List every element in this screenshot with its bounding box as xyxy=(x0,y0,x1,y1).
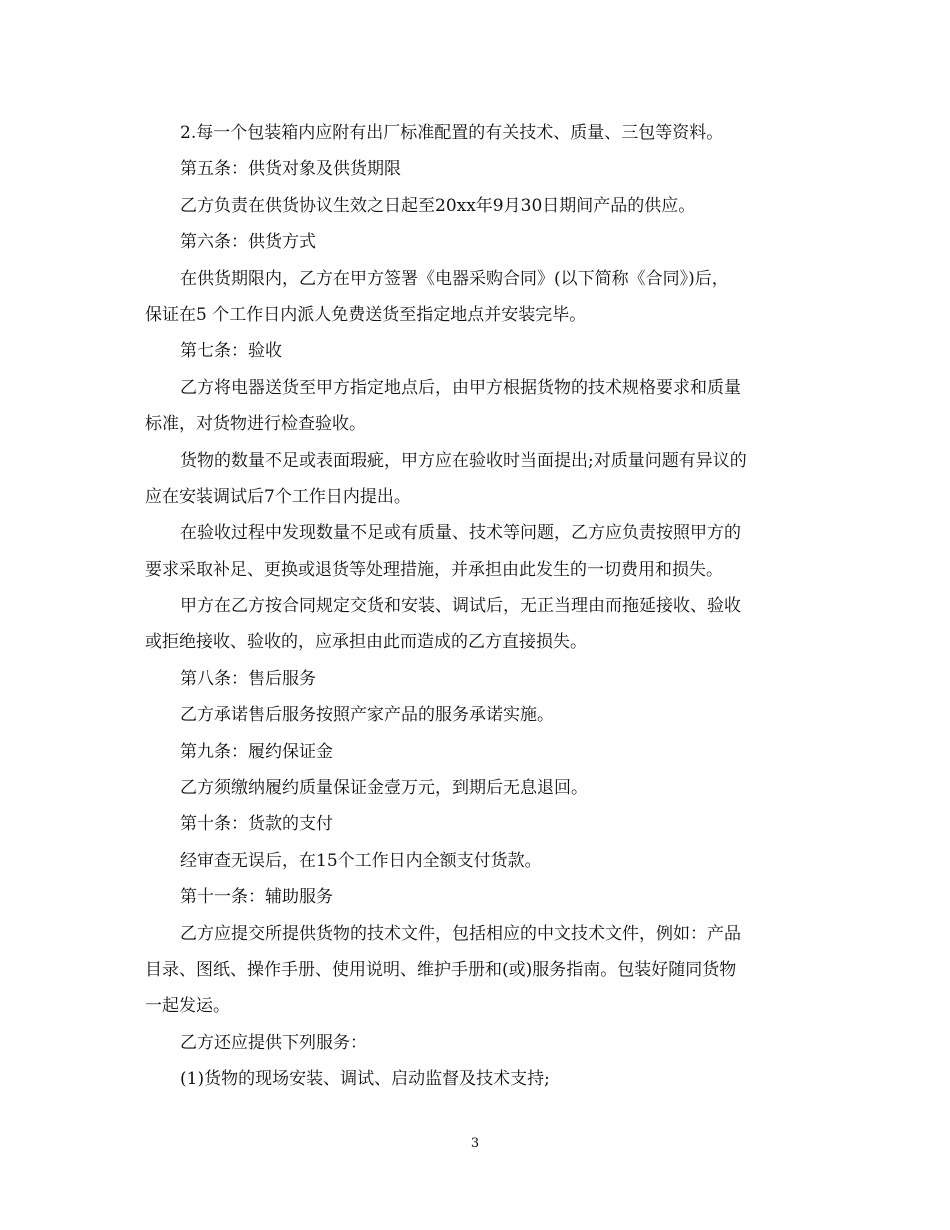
paragraph-line: 要求采取补足、更换或退货等处理措施，并承担由此发生的一切费用和损失。 xyxy=(145,559,723,580)
paragraph-line: 应在安装调试后7个工作日内提出。 xyxy=(145,486,411,507)
section-heading: 第五条：供货对象及供货期限 xyxy=(180,159,401,180)
paragraph-line: 经审查无误后，在15个工作日内全额支付货款。 xyxy=(180,850,542,871)
section-heading: 第九条：履约保证金 xyxy=(180,741,333,762)
paragraph-line: 2.每一个包装箱内应附有出厂标准配置的有关技术、质量、三包等资料。 xyxy=(180,123,724,143)
paragraph-line: 乙方应提交所提供货物的技术文件，包括相应的中文技术文件，例如：产品 xyxy=(180,923,741,944)
paragraph-line: 乙方将电器送货至甲方指定地点后，由甲方根据货物的技术规格要求和质量 xyxy=(180,377,741,398)
paragraph-line: 在验收过程中发现数量不足或有质量、技术等问题，乙方应负责按照甲方的 xyxy=(180,523,741,544)
paragraph-line: 在供货期限内，乙方在甲方签署《电器采购合同》(以下简称《合同》)后， xyxy=(180,268,729,289)
section-heading: 第十条：货款的支付 xyxy=(180,814,333,835)
paragraph-line: 或拒绝接收、验收的，应承担由此而造成的乙方直接损失。 xyxy=(145,632,587,653)
paragraph-line: 乙方还应提供下列服务： xyxy=(180,1032,367,1053)
section-heading: 第十一条：辅助服务 xyxy=(180,887,333,908)
paragraph-line: 保证在5 个工作日内派人免费送货至指定地点并安装完毕。 xyxy=(145,304,587,325)
paragraph-line: 甲方在乙方按合同规定交货和安装、调试后，无正当理由而拖延接收、验收 xyxy=(180,596,741,617)
paragraph-line: 一起发运。 xyxy=(145,996,230,1017)
paragraph-line: 货物的数量不足或表面瑕疵，甲方应在验收时当面提出;对质量问题有异议的 xyxy=(180,450,747,471)
document-body xyxy=(145,115,810,1098)
paragraph-line: 目录、图纸、操作手册、使用说明、维护手册和(或)服务指南。包装好随同货物 xyxy=(145,959,737,980)
section-heading: 第八条：售后服务 xyxy=(180,668,316,689)
section-heading: 第七条：验收 xyxy=(180,341,282,362)
page-number: 3 xyxy=(470,1136,480,1151)
paragraph-line: 标准，对货物进行检查验收。 xyxy=(145,414,366,435)
section-heading: 第六条：供货方式 xyxy=(180,232,316,253)
paragraph-line: 乙方须缴纳履约质量保证金壹万元，到期后无息退回。 xyxy=(180,778,588,799)
list-item: (1)货物的现场安装、调试、启动监督及技术支持; xyxy=(180,1069,550,1090)
paragraph-line: 乙方负责在供货协议生效之日起至20xx年9月30日期间产品的供应。 xyxy=(180,195,696,216)
paragraph-line: 乙方承诺售后服务按照产家产品的服务承诺实施。 xyxy=(180,705,554,726)
